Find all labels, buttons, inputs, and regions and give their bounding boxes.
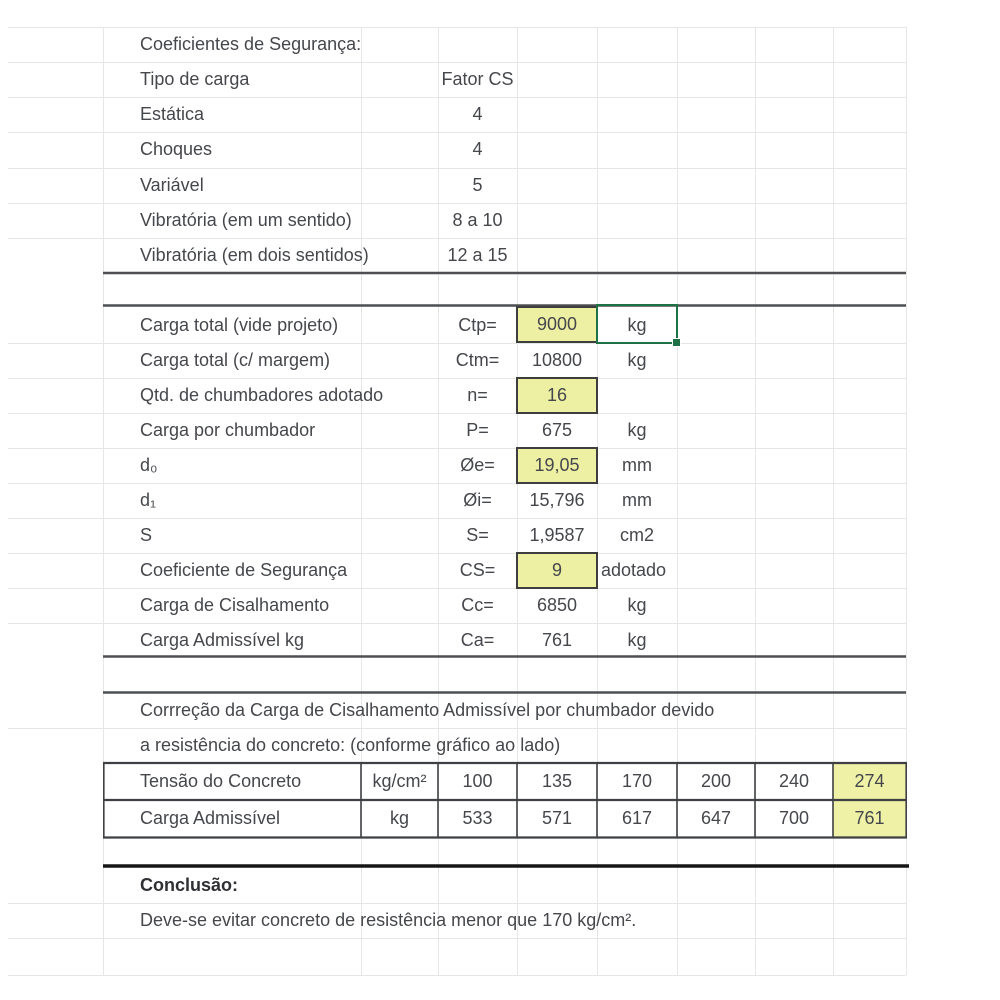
corr-value[interactable]: 200 xyxy=(700,771,732,791)
calc-symbol[interactable]: CS= xyxy=(459,560,496,580)
coef-title-cell[interactable]: Coeficientes de Segurança: xyxy=(140,34,362,54)
calc-label[interactable]: Qtd. de chumbadores adotado xyxy=(140,385,384,405)
corr-value-highlight[interactable]: 761 xyxy=(833,800,906,837)
input-cell-ctp[interactable]: 9000 xyxy=(516,306,598,343)
corr-value[interactable]: 170 xyxy=(621,771,653,791)
conclusion-title[interactable]: Conclusão: xyxy=(140,875,239,895)
calc-unit[interactable]: kg xyxy=(627,630,647,650)
calc-symbol[interactable]: Øi= xyxy=(463,490,492,510)
coef-row-fator[interactable]: 12 a 15 xyxy=(447,245,508,265)
corr-value[interactable]: 617 xyxy=(621,808,653,828)
calc-label[interactable]: Coeficiente de Segurança xyxy=(140,560,348,580)
calc-value[interactable]: 10800 xyxy=(531,350,583,370)
input-cell-de[interactable]: 19,05 xyxy=(516,447,598,484)
correction-title-line2[interactable]: a resistência do concreto: (conforme gráfico ao lado) xyxy=(140,735,561,755)
calc-label[interactable]: d₁ xyxy=(140,490,157,510)
coef-row-fator[interactable]: 4 xyxy=(472,139,483,159)
calc-unit[interactable]: kg xyxy=(627,315,647,335)
corr-value[interactable]: 533 xyxy=(462,808,493,828)
calc-value[interactable]: 675 xyxy=(541,420,573,440)
coef-row-fator[interactable]: 4 xyxy=(472,104,483,124)
calc-symbol[interactable]: Ctm= xyxy=(455,350,500,370)
corr-value[interactable]: 647 xyxy=(700,808,732,828)
corr-value[interactable]: 100 xyxy=(462,771,493,791)
calc-label[interactable]: Carga total (c/ margem) xyxy=(140,350,331,370)
calc-symbol[interactable]: P= xyxy=(466,420,489,440)
calc-value[interactable]: 1,9587 xyxy=(529,525,585,545)
calc-label[interactable]: S xyxy=(140,525,153,545)
calc-unit[interactable]: kg xyxy=(627,420,647,440)
calc-value[interactable]: 761 xyxy=(541,630,573,650)
fill-handle[interactable] xyxy=(672,338,681,347)
coef-row-tipo[interactable]: Estática xyxy=(140,104,205,124)
corr-value-highlight[interactable]: 274 xyxy=(833,763,906,800)
calc-unit[interactable]: adotado xyxy=(601,560,667,580)
coef-header-fator[interactable]: Fator CS xyxy=(441,69,514,89)
corr-value[interactable]: 135 xyxy=(541,771,573,791)
coef-row-tipo[interactable]: Choques xyxy=(140,139,213,159)
corr-value[interactable]: 240 xyxy=(778,771,810,791)
corr-value[interactable]: 700 xyxy=(778,808,810,828)
selected-cell[interactable] xyxy=(596,304,678,344)
calc-unit[interactable]: kg xyxy=(627,595,647,615)
corr-row-unit[interactable]: kg/cm² xyxy=(372,771,427,791)
calc-symbol[interactable]: Cc= xyxy=(461,595,494,615)
calc-unit[interactable]: cm2 xyxy=(619,525,654,545)
calc-symbol[interactable]: n= xyxy=(467,385,488,405)
corr-value[interactable]: 571 xyxy=(541,808,573,828)
calc-value[interactable]: 6850 xyxy=(536,595,578,615)
calc-value[interactable]: 15,796 xyxy=(529,490,585,510)
coef-row-tipo[interactable]: Variável xyxy=(140,175,204,195)
calc-unit[interactable]: mm xyxy=(622,490,652,510)
calc-label[interactable]: Carga de Cisalhamento xyxy=(140,595,330,615)
calc-label[interactable]: d₀ xyxy=(140,455,158,475)
calc-symbol[interactable]: Ctp= xyxy=(458,315,497,335)
coef-row-fator[interactable]: 5 xyxy=(472,175,483,195)
corr-row-label[interactable]: Tensão do Concreto xyxy=(140,771,302,791)
input-cell-n[interactable]: 16 xyxy=(516,377,598,414)
coef-row-tipo[interactable]: Vibratória (em dois sentidos) xyxy=(140,245,369,265)
corr-row-label[interactable]: Carga Admissível xyxy=(140,808,281,828)
coef-row-fator[interactable]: 8 a 10 xyxy=(452,210,503,230)
calc-unit[interactable]: kg xyxy=(627,350,647,370)
conclusion-text[interactable]: Deve-se evitar concreto de resistência menor que 170 kg/cm². xyxy=(140,910,637,930)
corr-row-unit[interactable]: kg xyxy=(389,808,409,828)
calc-label[interactable]: Carga por chumbador xyxy=(140,420,316,440)
calc-label[interactable]: Carga Admissível kg xyxy=(140,630,305,650)
input-cell-cs[interactable]: 9 xyxy=(516,552,598,589)
calc-label[interactable]: Carga total (vide projeto) xyxy=(140,315,339,335)
coef-header-tipo[interactable]: Tipo de carga xyxy=(140,69,250,89)
calc-symbol[interactable]: Øe= xyxy=(460,455,495,475)
coef-row-tipo[interactable]: Vibratória (em um sentido) xyxy=(140,210,352,230)
calc-symbol[interactable]: Ca= xyxy=(460,630,495,650)
correction-title-line1[interactable]: Corrreção da Carga de Cisalhamento Admissível por chumbador devido xyxy=(140,700,715,720)
calc-unit[interactable]: mm xyxy=(622,455,652,475)
calc-symbol[interactable]: S= xyxy=(466,525,489,545)
